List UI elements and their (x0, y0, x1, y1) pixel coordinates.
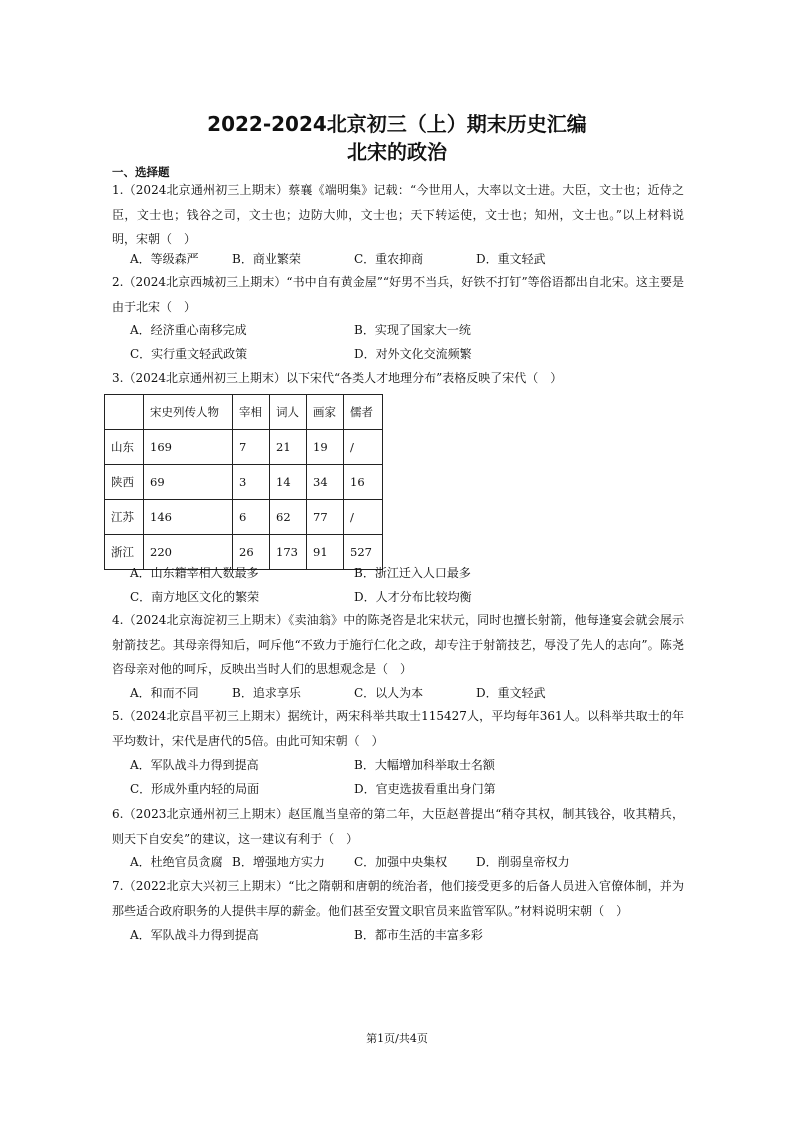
option-c: C．实行重文轻武政策 (130, 347, 248, 361)
option-b: B．实现了国家大一统 (354, 323, 471, 337)
table-cell: 62 (270, 500, 307, 535)
table-cell: 146 (144, 500, 233, 535)
table-cell: 173 (270, 535, 307, 570)
table-cell: 7 (233, 430, 270, 465)
option-b: B．追求享乐 (232, 686, 301, 700)
table-cell: 陕西 (105, 465, 144, 500)
option-a: A．等级森严 (130, 252, 199, 266)
question-4: 4.（2024北京海淀初三上期末）《卖油翁》中的陈尧咨是北宋状元，同时也擅长射箭，他每逢宴会就会展示射箭技艺。其母亲得知后，呵斥他“不致力于施行仁化之政，却专注于射箭技艺，辱没了先人的志向”。陈尧咨母亲对他的呵斥，反映出当时人们的思想观念是（ ） (112, 613, 684, 676)
table-cell: 91 (307, 535, 344, 570)
table-header-cell: 画家 (307, 395, 344, 430)
table-cell: 3 (233, 465, 270, 500)
option-a: A．杜绝官员贪腐 (130, 855, 223, 869)
question-5-options-row1 (130, 756, 690, 776)
option-c: C．加强中央集权 (354, 855, 448, 869)
question-5-options-row2 (130, 780, 690, 800)
option-b: B．都市生活的丰富多彩 (354, 928, 483, 942)
question-6-options (130, 853, 690, 873)
document-subtitle: 北宋的政治 (347, 140, 447, 164)
table-cell: 34 (307, 465, 344, 500)
table-cell: 26 (233, 535, 270, 570)
option-d: D．重文轻武 (476, 686, 546, 700)
table-cell: 77 (307, 500, 344, 535)
question-3: 3.（2024北京通州初三上期末）以下宋代“各类人才地理分布”表格反映了宋代（ ） (112, 371, 563, 385)
table-header-cell: 儒者 (344, 395, 383, 430)
table-header-cell: 宰相 (233, 395, 270, 430)
section-heading: 一、选择题 (112, 165, 170, 179)
question-3-options-row1 (130, 564, 690, 584)
option-a: A．军队战斗力得到提高 (130, 928, 259, 942)
table-cell: 220 (144, 535, 233, 570)
question-4-options (130, 684, 690, 704)
table-header-cell (105, 395, 144, 430)
question-1-options (130, 250, 690, 270)
table-cell: / (344, 430, 383, 465)
table-cell: 21 (270, 430, 307, 465)
question-1: 1.（2024北京通州初三上期末）蔡襄《端明集》记载：“今世用人，大率以文士进。大臣，文士也；近侍之臣，文士也；钱谷之司，文士也；边防大帅，文士也；天下转运使，文士也；知州，文士也。”以上材料说明，宋朝（ ） (112, 183, 684, 246)
option-c: C．以人为本 (354, 686, 424, 700)
table-cell: 山东 (105, 430, 144, 465)
option-b: B．大幅增加科举取士名额 (354, 758, 495, 772)
question-2-options-row2 (130, 345, 690, 365)
table-header-row (105, 395, 383, 430)
option-c: C．形成外重内轻的局面 (130, 782, 260, 796)
option-b: B．浙江迁入人口最多 (354, 566, 471, 580)
page-footer: 第1页/共4页 (366, 1032, 428, 1045)
table-row (105, 500, 383, 535)
talent-distribution-table (104, 394, 383, 570)
option-c: C．南方地区文化的繁荣 (130, 590, 260, 604)
question-5: 5.（2024北京昌平初三上期末）据统计，两宋科举共取士115427人，平均每年361人。以科举共取士的年平均数计，宋代是唐代的5倍。由此可知宋朝（ ） (112, 709, 684, 748)
table-cell: 169 (144, 430, 233, 465)
option-b: B．商业繁荣 (232, 252, 301, 266)
option-d: D．对外文化交流频繁 (354, 347, 472, 361)
option-d: D．官吏选拔看重出身门第 (354, 782, 496, 796)
table-cell: / (344, 500, 383, 535)
table-header-cell: 宋史列传人物 (144, 395, 233, 430)
option-a: A．山东籍宰相人数最多 (130, 566, 259, 580)
table-header-cell: 词人 (270, 395, 307, 430)
question-7: 7.（2022北京大兴初三上期末）“比之隋朝和唐朝的统治者，他们接受更多的后备人员进入官僚体制，并为那些适合政府职务的人提供丰厚的薪金。他们甚至安置文职官员来监管军队。”材料说明宋朝（ ） (112, 879, 684, 918)
table-cell: 527 (344, 535, 383, 570)
option-d: D．人才分布比较均衡 (354, 590, 472, 604)
option-a: A．经济重心南移完成 (130, 323, 247, 337)
option-b: B．增强地方实力 (232, 855, 325, 869)
table-cell: 浙江 (105, 535, 144, 570)
question-6: 6.（2023北京通州初三上期末）赵匡胤当皇帝的第二年，大臣赵普提出“稍夺其权，制其钱谷，收其精兵，则天下自安矣”的建议，这一建议有利于（ ） (112, 807, 684, 846)
question-3-options-row2 (130, 588, 690, 608)
table-row (105, 430, 383, 465)
option-c: C．重农抑商 (354, 252, 424, 266)
table-cell: 16 (344, 465, 383, 500)
table-cell: 19 (307, 430, 344, 465)
question-7-options (130, 926, 690, 946)
table-cell: 14 (270, 465, 307, 500)
table-cell: 江苏 (105, 500, 144, 535)
table-row (105, 465, 383, 500)
table-cell: 69 (144, 465, 233, 500)
option-a: A．和而不同 (130, 686, 199, 700)
option-d: D．削弱皇帝权力 (476, 855, 570, 869)
option-a: A．军队战斗力得到提高 (130, 758, 259, 772)
question-2-options-row1 (130, 321, 690, 341)
question-2: 2.（2024北京西城初三上期末）“书中自有黄金屋”“好男不当兵，好铁不打钉”等俗语都出自北宋。这主要是由于北宋（ ） (112, 275, 684, 314)
document-title: 2022-2024北京初三（上）期末历史汇编 (207, 112, 587, 136)
table-cell: 6 (233, 500, 270, 535)
option-d: D．重文轻武 (476, 252, 546, 266)
